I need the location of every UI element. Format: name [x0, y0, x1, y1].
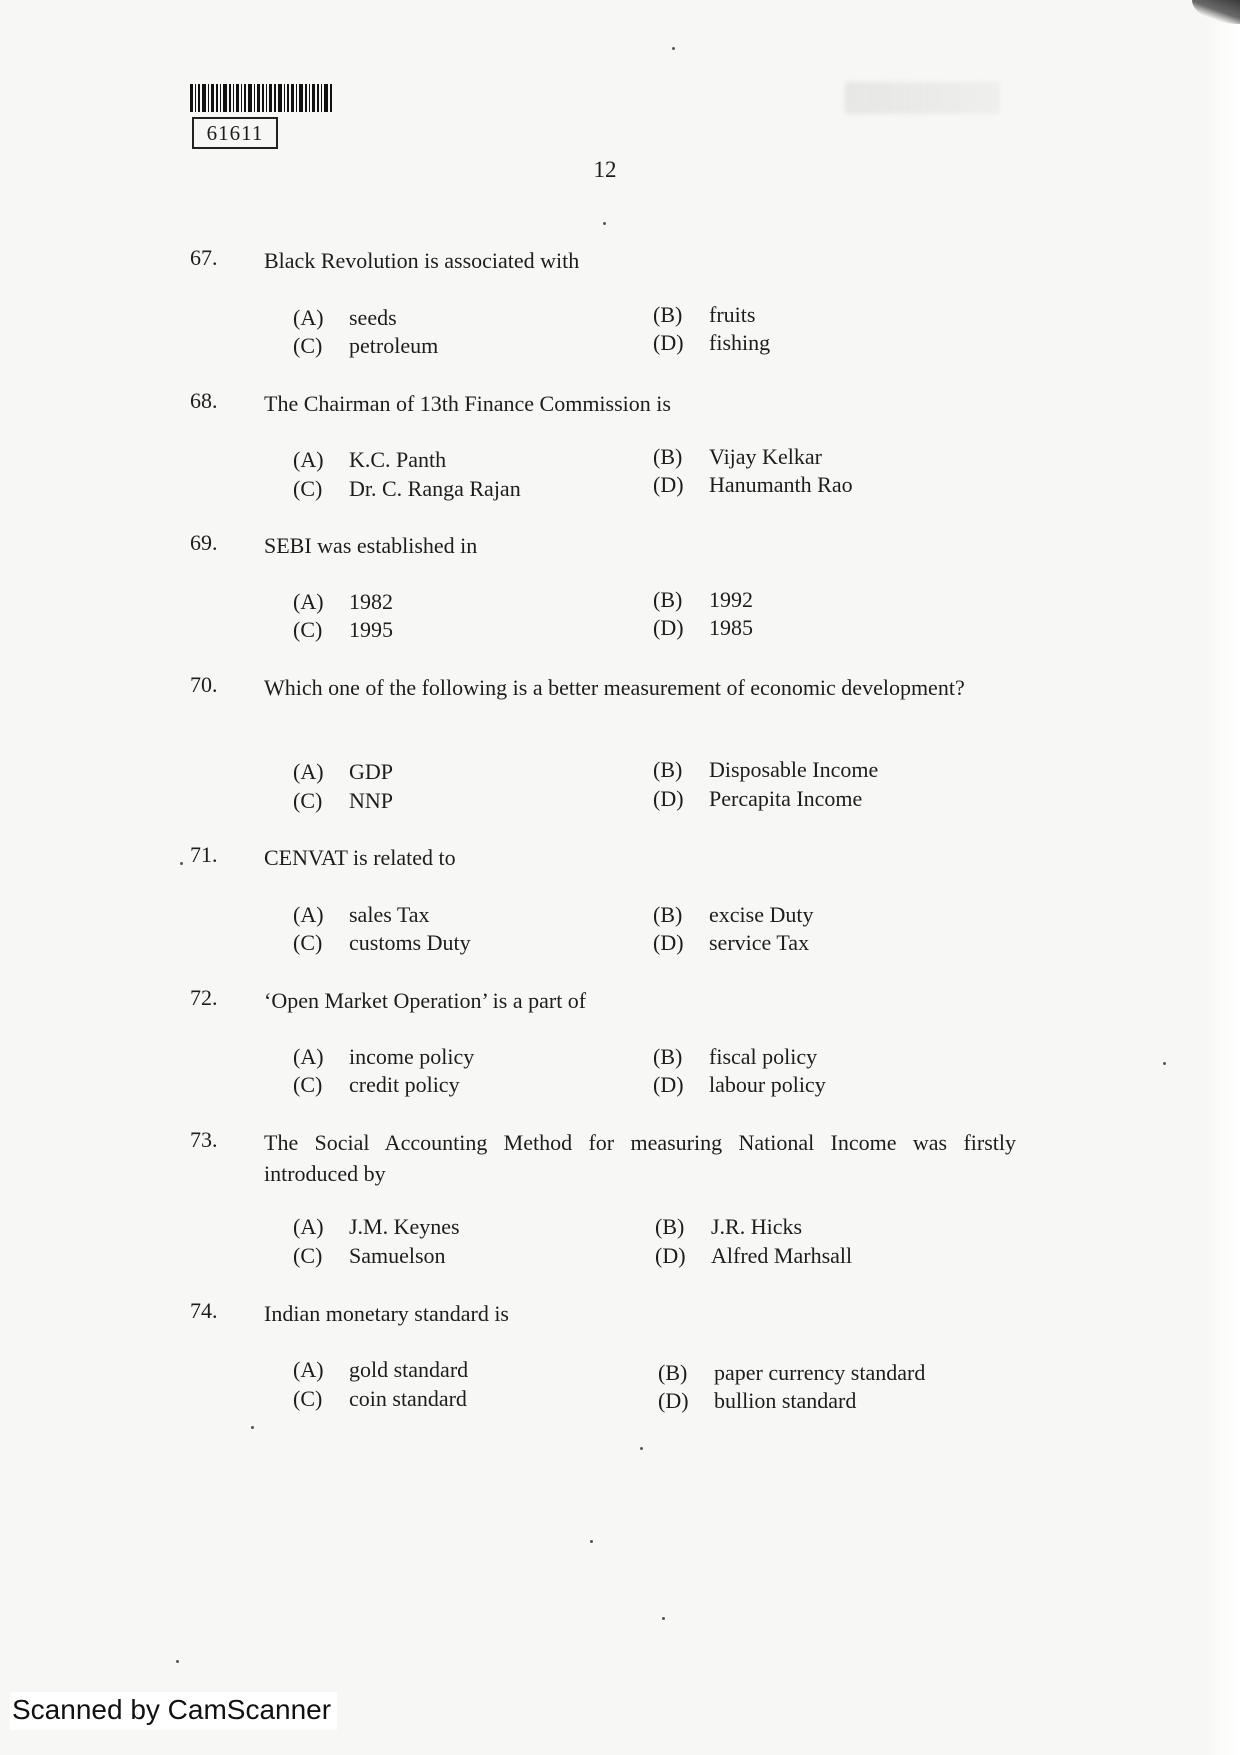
- option-c: [293, 1243, 446, 1269]
- option-text: excise Duty: [709, 902, 814, 927]
- option-text: gold standard: [349, 1357, 469, 1382]
- scan-speck: [672, 47, 675, 50]
- option-d: [653, 615, 753, 641]
- option-text: J.M. Keynes: [349, 1214, 460, 1239]
- option-text: service Tax: [709, 930, 810, 955]
- option-d: [655, 1243, 852, 1269]
- option-a: [293, 1214, 460, 1240]
- option-label: (C): [293, 1386, 323, 1411]
- question-number: 68.: [190, 388, 218, 413]
- option-b: [653, 902, 813, 928]
- question-text: Indian monetary standard is: [264, 1301, 509, 1326]
- option-label: (C): [293, 333, 323, 358]
- option-label: (B): [653, 902, 683, 927]
- option-a: [293, 759, 393, 785]
- option-c: [293, 617, 393, 643]
- option-text: fiscal policy: [709, 1044, 818, 1069]
- option-text: 1985: [709, 615, 753, 640]
- option-text: NNP: [349, 788, 394, 813]
- option-b: [655, 1214, 802, 1240]
- option-label: (A): [293, 305, 324, 330]
- option-c: [293, 333, 438, 359]
- option-c: [293, 1072, 460, 1098]
- option-text: bullion standard: [714, 1388, 857, 1413]
- option-label: (D): [653, 472, 684, 497]
- option-label: (B): [653, 587, 683, 612]
- page-edge-shadow: [1204, 0, 1240, 1755]
- option-label: (B): [658, 1360, 688, 1385]
- option-label: (C): [293, 788, 323, 813]
- option-a: [293, 589, 393, 615]
- option-label: (D): [653, 930, 684, 955]
- question-text: Black Revolution is associated with: [264, 248, 580, 273]
- scan-speck: [176, 1660, 179, 1663]
- option-text: K.C. Panth: [349, 447, 447, 472]
- option-text: Dr. C. Ranga Rajan: [349, 476, 521, 501]
- option-d: [653, 472, 853, 498]
- option-d: [658, 1388, 856, 1414]
- question-number: 73.: [190, 1127, 218, 1152]
- option-text: Disposable Income: [709, 757, 879, 782]
- option-c: [293, 788, 393, 814]
- option-text: Samuelson: [349, 1243, 446, 1268]
- question-number: 71.: [190, 842, 218, 867]
- option-label: (B): [653, 444, 683, 469]
- option-d: [653, 330, 770, 356]
- option-label: (D): [653, 786, 684, 811]
- page-number: 12: [593, 157, 617, 182]
- option-text: GDP: [349, 759, 394, 784]
- option-a: [293, 447, 446, 473]
- option-label: (D): [655, 1243, 686, 1268]
- paper-code: 61611: [192, 117, 278, 149]
- option-text: 1982: [349, 589, 393, 614]
- question-number: 69.: [190, 530, 218, 555]
- scan-speck: [1163, 1062, 1166, 1065]
- question-text: Which one of the following is a better measurement of economic development?: [264, 675, 965, 700]
- option-label: (D): [653, 330, 684, 355]
- option-a: [293, 1044, 474, 1070]
- option-a: [293, 902, 430, 928]
- option-text: Alfred Marhsall: [711, 1243, 853, 1268]
- option-label: (B): [653, 302, 683, 327]
- option-b: [653, 587, 753, 613]
- question-number: 67.: [190, 245, 218, 270]
- question-number: 72.: [190, 985, 218, 1010]
- scan-speck: [590, 1540, 593, 1543]
- option-label: (C): [293, 617, 323, 642]
- scan-speck: [180, 862, 183, 865]
- option-label: (C): [293, 476, 323, 501]
- option-c: [293, 1386, 467, 1412]
- option-c: [293, 930, 471, 956]
- option-text: customs Duty: [349, 930, 471, 955]
- option-d: [653, 930, 809, 956]
- option-text: 1995: [349, 617, 393, 642]
- option-text: labour policy: [709, 1072, 826, 1097]
- option-label: (A): [293, 589, 324, 614]
- option-text: Vijay Kelkar: [709, 444, 822, 469]
- option-label: (B): [653, 1044, 683, 1069]
- option-label: (C): [293, 930, 323, 955]
- option-label: (C): [293, 1243, 323, 1268]
- option-d: [653, 1072, 826, 1098]
- option-label: (A): [293, 902, 324, 927]
- option-text: Percapita Income: [709, 786, 863, 811]
- option-label: (D): [658, 1388, 689, 1413]
- option-label: (D): [653, 1072, 684, 1097]
- question-text: ‘Open Market Operation’ is a part of: [264, 988, 587, 1013]
- option-label: (B): [655, 1214, 685, 1239]
- question-text: SEBI was established in: [264, 533, 478, 558]
- scan-speck: [251, 1426, 254, 1429]
- option-text: 1992: [709, 587, 753, 612]
- option-d: [653, 786, 862, 812]
- option-b: [653, 757, 878, 783]
- option-label: (B): [653, 757, 683, 782]
- option-text: income policy: [349, 1044, 475, 1069]
- option-label: (C): [293, 1072, 323, 1097]
- option-b: [653, 1044, 817, 1070]
- option-b: [653, 444, 822, 470]
- bleed-through-mark: [845, 82, 1000, 114]
- option-label: (A): [293, 1044, 324, 1069]
- scanner-watermark: Scanned by CamScanner: [10, 1692, 337, 1730]
- option-label: (A): [293, 1357, 324, 1382]
- option-label: (A): [293, 447, 324, 472]
- option-text: fruits: [709, 302, 756, 327]
- question-number: 74.: [190, 1298, 218, 1323]
- option-b: [653, 302, 755, 328]
- question-text: The Chairman of 13th Finance Commission is: [264, 391, 671, 416]
- option-b: [658, 1360, 925, 1386]
- option-label: (A): [293, 1214, 324, 1239]
- scan-speck: [662, 1617, 665, 1620]
- option-text: credit policy: [349, 1072, 460, 1097]
- option-c: [293, 476, 521, 502]
- option-text: paper currency standard: [714, 1360, 926, 1385]
- option-text: sales Tax: [349, 902, 430, 927]
- option-a: [293, 1357, 468, 1383]
- option-a: [293, 305, 397, 331]
- barcode: [190, 84, 348, 112]
- question-number: 70.: [190, 672, 218, 697]
- scan-speck: [603, 222, 606, 225]
- option-label: (A): [293, 759, 324, 784]
- question-text: CENVAT is related to: [264, 845, 456, 870]
- scan-speck: [640, 1447, 643, 1450]
- option-text: fishing: [709, 330, 771, 355]
- option-text: J.R. Hicks: [711, 1214, 803, 1239]
- option-text: coin standard: [349, 1386, 467, 1411]
- option-text: Hanumanth Rao: [709, 472, 853, 497]
- option-text: seeds: [349, 305, 397, 330]
- question-text: The Social Accounting Method for measuring National Income was firstly introduced by: [264, 1130, 1016, 1186]
- option-text: petroleum: [349, 333, 439, 358]
- option-label: (D): [653, 615, 684, 640]
